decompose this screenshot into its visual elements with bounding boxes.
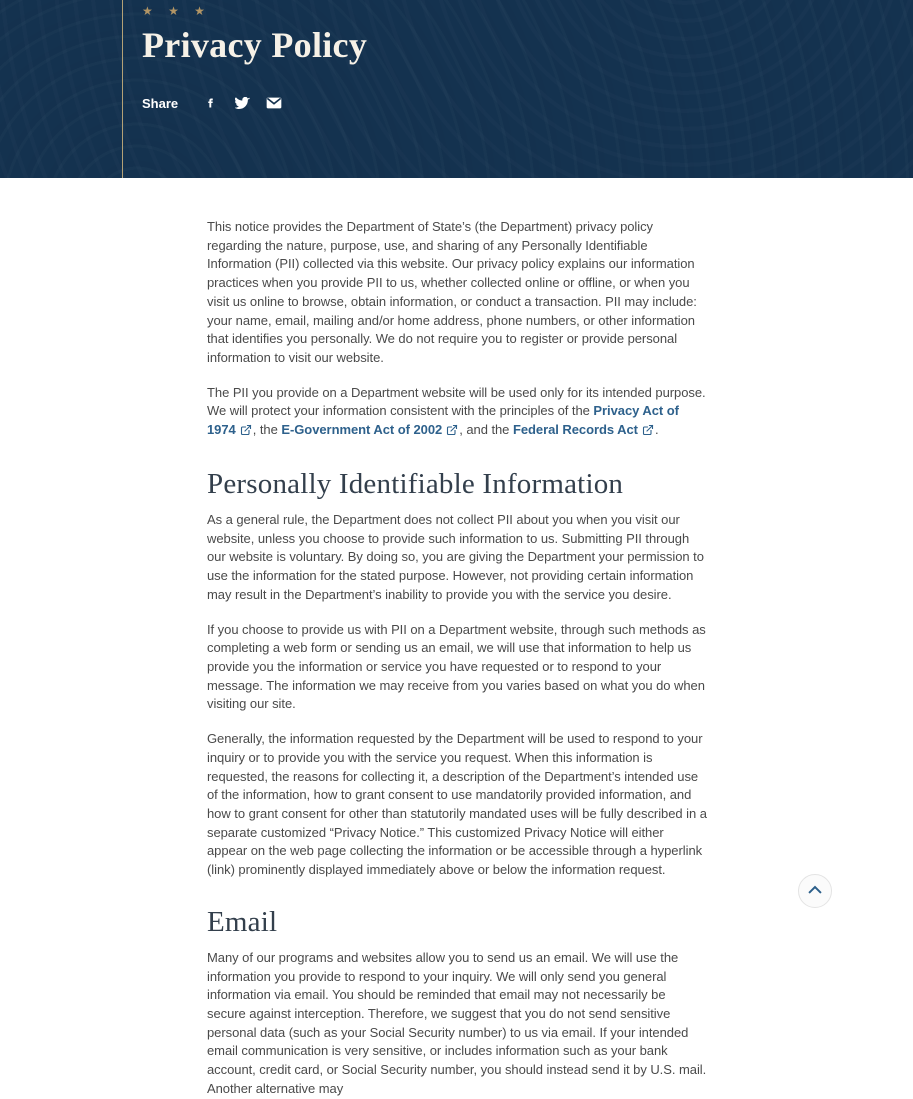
paragraph-intro: This notice provides the Department of State’s (the Department) privacy policy regarding the nature, purpose, use, and sharing of any Personally Identifiable Information (PII) collected via this website. Our privacy policy explains our information practices when you provide PII to us, whether collected online or offline, or when you visit us online to browse, obtain information, or conduct a transaction. PII may include: your name, email, mailing and/or home address, phone numbers, or other information that identifies you personally. We do not require you to register or provide personal information to visit our website. [207, 219, 697, 366]
share-email-button[interactable] [266, 95, 282, 111]
paragraph-pii-protection: The PII you provide on a Department website will be used only for its intended purpose. We will protect your information consistent with the principles of the Privacy Act of 1974 , the E-Government Act of 2002 , and the Federal Records Act . [207, 384, 707, 442]
email-icon [266, 97, 282, 109]
external-link-icon [446, 423, 458, 442]
paragraph-pii-1: As a general rule, the Department does not collect PII about you when you visit our website, unless you choose to provide such information to us. Submitting PII through our website is voluntary. By doing so, you are giving the Department your permission to use the information for the stated purpose. However, not providing certain information may result in the Department’s inability to provide you with the service you desire. [207, 511, 704, 602]
external-link-icon [642, 423, 654, 442]
paragraph-pii-3: Generally, the information requested by the Department will be used to respond to your inquiry or to provide you with the service you request. When this information is requested, the reasons for collecting it, a description of the Department’s intended use of the information, how to grant consent to use mandatorily provided information, and how to grant consent for other than statutorily mandated uses will be fully described in a separate customized “Privacy Notice.” This customized Privacy Notice will either appear on the web page collecting the information or be accessible through a hyperlink (link) prominently displayed immediately above or below the information request. [207, 731, 707, 878]
chevron-up-icon [806, 881, 824, 902]
paragraph-email-1: Many of our programs and websites allow you to send us an email. We will use the information you provide to respond to your inquiry. We will only send you general information via email. You should be reminded that email may not necessarily be secure against interception. Therefore, we suggest that you do not send sensitive personal data (such as your Social Security number) to us via email. If your intended email communication is very sensitive, or includes information such as your bank account, credit card, or Social Security number, you should instead send it by U.S. mail. Another alternative may [207, 949, 707, 1096]
twitter-icon [235, 97, 250, 110]
share-facebook-button[interactable] [202, 95, 218, 111]
page-header [0, 0, 913, 178]
back-to-top-button[interactable] [798, 874, 832, 908]
gold-vertical-rule [122, 0, 123, 178]
link-federal-records-act[interactable]: Federal Records Act [513, 422, 655, 437]
share-twitter-button[interactable] [234, 95, 250, 111]
external-link-icon [240, 423, 252, 442]
article-body [0, 178, 913, 1099]
paragraph-pii-2: If you choose to provide us with PII on a Department website, through such methods as completing a web form or sending us an email, we will use that information to help us provide you the information or service you have requested or to respond to your message. The information we may receive from you varies based on what you do when visiting our site. [207, 621, 706, 712]
link-privacy-act-1974[interactable]: Privacy Act of 1974 [207, 403, 679, 437]
page-title: Privacy Policy [142, 25, 368, 65]
share-toolbar [142, 95, 298, 111]
facebook-icon [206, 95, 215, 111]
section-heading-pii: Personally Identifiable Information [207, 467, 624, 500]
section-heading-email: Email [207, 905, 278, 938]
share-label: Share [142, 95, 179, 111]
three-stars-icon: ★ ★ ★ [142, 4, 211, 18]
link-egovernment-act-2002[interactable]: E-Government Act of 2002 [281, 422, 459, 437]
